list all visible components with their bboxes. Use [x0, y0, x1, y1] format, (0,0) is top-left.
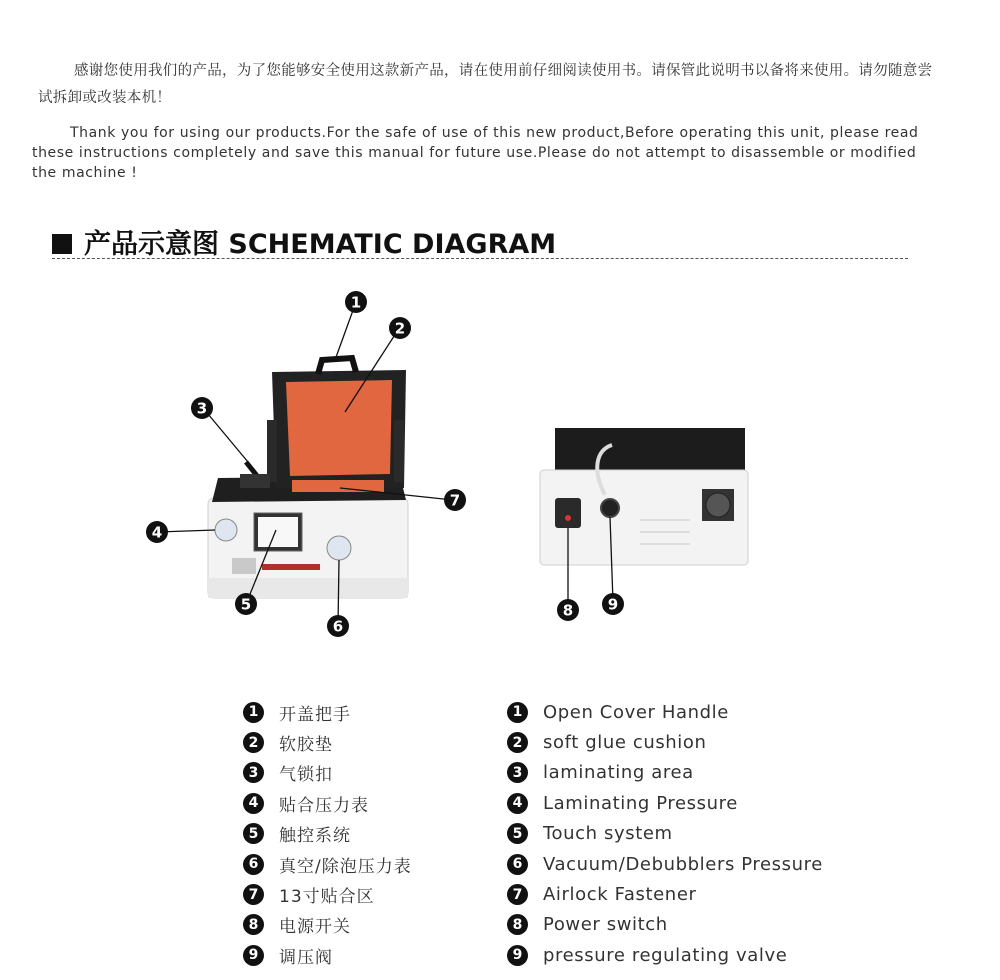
svg-text:8: 8 [562, 601, 574, 620]
legend-number-icon: 7 [507, 884, 528, 905]
callout-7 [444, 489, 466, 511]
svg-text:7: 7 [449, 491, 461, 510]
svg-text:2: 2 [394, 319, 406, 338]
legend-label: 电源开关 [279, 917, 351, 938]
airlock-clamp [240, 474, 270, 488]
schematic-diagram [0, 270, 1000, 650]
legend-item [507, 788, 823, 818]
legend-number-icon: 1 [243, 702, 264, 723]
legend-number-icon: 9 [243, 945, 264, 966]
legend-item [507, 727, 823, 757]
svg-text:5: 5 [240, 595, 252, 614]
callout-8 [557, 599, 579, 621]
legend-label: 软胶垫 [279, 735, 333, 756]
legend-item [243, 727, 412, 757]
fan-icon [706, 493, 730, 517]
legend-item [243, 697, 412, 727]
legend-item [243, 849, 412, 879]
legend-number-icon: 7 [243, 884, 264, 905]
legend-chinese [243, 697, 412, 971]
legend-item [507, 910, 823, 940]
legend-number-icon: 6 [243, 854, 264, 875]
legend-label: pressure regulating valve [543, 944, 788, 966]
legend-item [507, 940, 823, 970]
svg-text:3: 3 [196, 399, 208, 418]
legend-label: Power switch [543, 914, 668, 936]
vacuum-pressure-gauge [327, 536, 351, 560]
brand-strip [262, 564, 320, 570]
hinge-right [394, 420, 404, 482]
hinge-left [267, 420, 277, 482]
legend-label: 真空/除泡压力表 [279, 856, 412, 877]
legend-number-icon: 8 [507, 914, 528, 935]
svg-text:6: 6 [332, 617, 344, 636]
legend-label: 触控系统 [279, 826, 351, 847]
legend-label: soft glue cushion [543, 732, 707, 754]
legend-item [243, 910, 412, 940]
legend-label: Open Cover Handle [543, 701, 729, 723]
intro-english: Thank you for using our products.For the safe of use of this new product,Before operating this unit, please read these instructions completely and save this manual for future use.Please do not attempt to disassemble or modified the machine ! [32, 125, 919, 181]
soft-glue-cushion [286, 380, 392, 476]
legend-number-icon: 3 [243, 762, 264, 783]
legend-number-icon: 1 [507, 702, 528, 723]
legend-item [243, 788, 412, 818]
power-switch [555, 498, 581, 528]
legend-label: laminating area [543, 762, 694, 784]
legend-number-icon: 4 [507, 793, 528, 814]
legend-label: Laminating Pressure [543, 792, 738, 814]
legend-item [243, 879, 412, 909]
front-machine-illustration [208, 358, 408, 598]
legend-item [507, 697, 823, 727]
touch-screen-display [258, 517, 298, 547]
legend-english [507, 697, 823, 971]
svg-text:1: 1 [350, 293, 362, 312]
legend-label: Airlock Fastener [543, 884, 697, 906]
legend-number-icon: 6 [507, 854, 528, 875]
legend-item [507, 849, 823, 879]
legend-label: 贴合压力表 [279, 795, 369, 816]
callout-9 [602, 593, 624, 615]
callout-1 [345, 291, 367, 313]
machine-base [208, 578, 408, 598]
legend-item [243, 758, 412, 788]
legend-label: 气锁扣 [279, 765, 333, 786]
callout-6 [327, 615, 349, 637]
title-square-icon [52, 234, 72, 254]
legend-label: 开盖把手 [279, 704, 351, 725]
intro-chinese: 感谢您使用我们的产品，为了您能够安全使用这款新产品，请在使用前仔细阅读使用书。请保管此说明书以备将来使用。请勿随意尝试拆卸或改装本机！ [38, 63, 933, 106]
legend-label: 13寸贴合区 [279, 887, 375, 908]
legend-number-icon: 2 [507, 732, 528, 753]
brand-logo-icon [232, 558, 256, 574]
back-top-plate [555, 428, 745, 474]
legend-item [243, 940, 412, 970]
legend-item [507, 819, 823, 849]
legend-number-icon: 2 [243, 732, 264, 753]
legend-number-icon: 3 [507, 762, 528, 783]
legend-item [507, 879, 823, 909]
section-title [52, 222, 556, 261]
laminating-area [292, 480, 384, 492]
legend-number-icon: 5 [243, 823, 264, 844]
power-indicator-icon [565, 515, 571, 521]
callout-4 [146, 521, 168, 543]
legend-label: Vacuum/Debubblers Pressure [543, 853, 823, 875]
title-divider [52, 258, 908, 259]
callout-3 [191, 397, 213, 419]
section-title-text: 产品示意图 SCHEMATIC DIAGRAM [84, 229, 557, 260]
legend-number-icon: 5 [507, 823, 528, 844]
callout-2 [389, 317, 411, 339]
legend-label: 调压阀 [279, 947, 333, 968]
legend-item [243, 819, 412, 849]
legend-number-icon: 8 [243, 914, 264, 935]
pressure-regulating-valve [601, 499, 619, 517]
leader-3 [203, 408, 248, 462]
legend-number-icon: 4 [243, 793, 264, 814]
svg-text:4: 4 [151, 523, 163, 542]
svg-text:9: 9 [607, 595, 619, 614]
callout-5 [235, 593, 257, 615]
legend-label: Touch system [543, 823, 673, 845]
laminating-pressure-gauge [215, 519, 237, 541]
legend-item [507, 758, 823, 788]
legend-number-icon: 9 [507, 945, 528, 966]
back-machine-illustration [540, 428, 748, 565]
